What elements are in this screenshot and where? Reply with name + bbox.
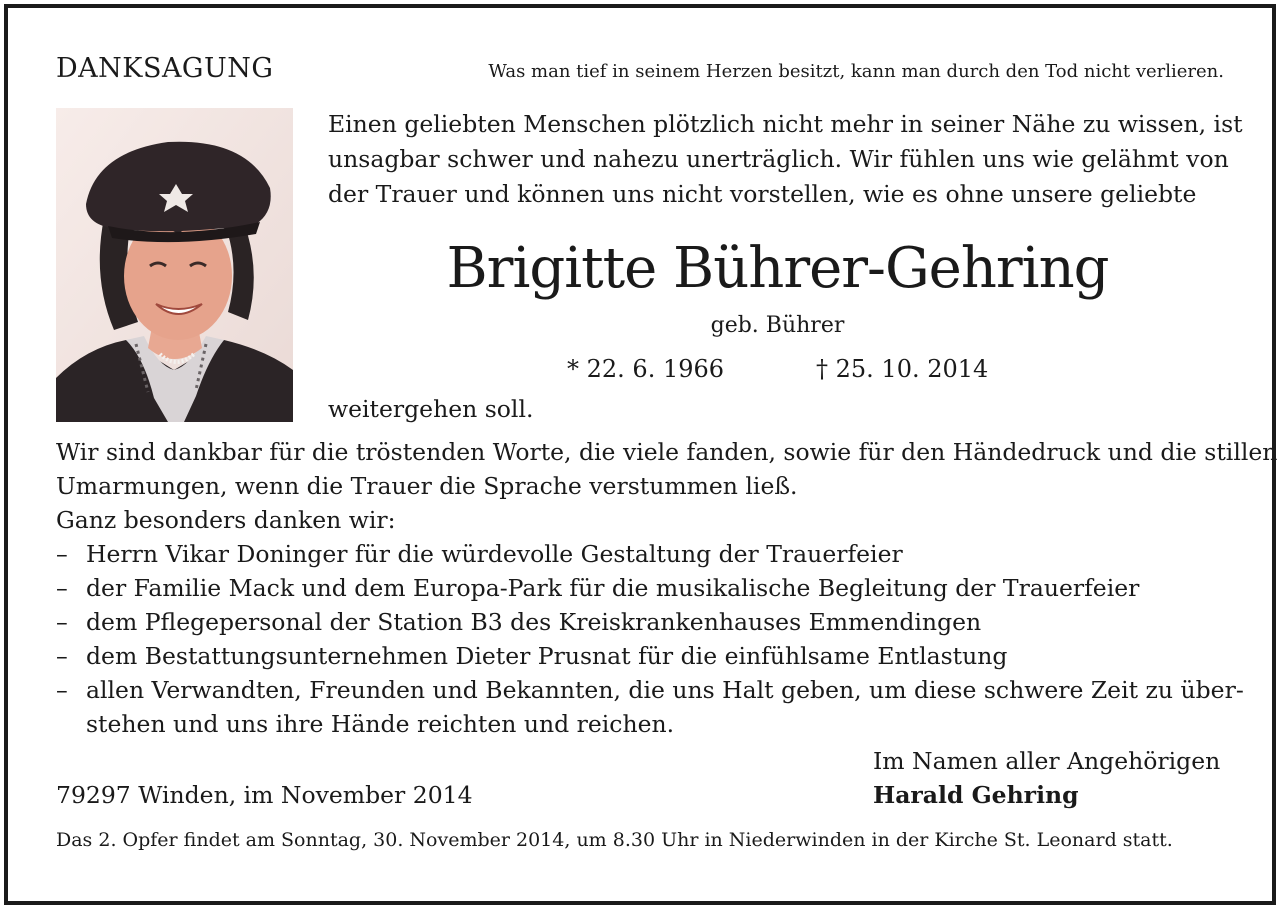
dash-bullet: –	[56, 540, 68, 568]
list-item-text: Herrn Vikar Doninger für die würdevolle Gestaltung der Trauerfeier	[86, 540, 903, 568]
service-notice: Das 2. Opfer findet am Sonntag, 30. November 2014, um 8.30 Uhr in Niederwinden in der Kirche St. Leonard statt.	[56, 829, 1173, 851]
intro-line: unsagbar schwer und nahezu unerträglich. Wir fühlen uns wie gelähmt von	[328, 145, 1229, 173]
intro-line: Einen geliebten Menschen plötzlich nicht mehr in seiner Nähe zu wissen, ist	[328, 110, 1243, 138]
gratitude-line: Ganz besonders danken wir:	[56, 506, 396, 534]
deceased-name: Brigitte Bührer-Gehring	[446, 236, 1109, 301]
motto-quote: Was man tief in seinem Herzen besitzt, kann man durch den Tod nicht verlieren.	[488, 61, 1224, 82]
signature-on-behalf: Im Namen aller Angehörigen	[873, 747, 1221, 775]
thanks-list	[56, 537, 1244, 741]
list-item	[56, 639, 1225, 673]
maiden-name: geb. Bührer	[710, 313, 845, 338]
signature-name: Harald Gehring	[873, 781, 1079, 809]
dash-bullet: –	[56, 676, 68, 704]
list-item-text: dem Bestattungsunternehmen Dieter Prusnat für die einfühlsame Entlastung	[86, 642, 1008, 670]
list-item-text: allen Verwandten, Freunden und Bekannten, die uns Halt geben, um diese schwere Zeit zu über-	[86, 676, 1244, 704]
intro-continuation: weitergehen soll.	[328, 395, 534, 423]
notice-heading: DANKSAGUNG	[56, 53, 274, 84]
place-date: 79297 Winden, im November 2014	[56, 781, 473, 809]
list-item-text: dem Pflegepersonal der Station B3 des Kreiskrankenhauses Emmendingen	[86, 608, 982, 636]
list-item	[56, 605, 1225, 639]
list-item	[56, 537, 1225, 571]
death-date: † 25. 10. 2014	[816, 355, 989, 383]
gratitude-line: Umarmungen, wenn die Trauer die Sprache verstummen ließ.	[56, 472, 798, 500]
gratitude-line: Wir sind dankbar für die tröstenden Worte, die viele fanden, sowie für den Händedruck und die stillen	[56, 438, 1278, 466]
intro-line: der Trauer und können uns nicht vorstellen, wie es ohne unsere geliebte	[328, 180, 1197, 208]
birth-date: * 22. 6. 1966	[567, 355, 725, 383]
dash-bullet: –	[56, 574, 68, 602]
dash-bullet: –	[56, 608, 68, 636]
intro-paragraph	[328, 107, 1243, 212]
dash-bullet: –	[56, 642, 68, 670]
list-item	[56, 571, 1225, 605]
list-item-text: stehen und uns ihre Hände reichten und reichen.	[86, 710, 675, 738]
gratitude-section	[56, 435, 1278, 741]
list-item	[56, 673, 1244, 741]
portrait-photo	[56, 108, 293, 422]
list-item-text: der Familie Mack und dem Europa-Park für die musikalische Begleitung der Trauerfeier	[86, 574, 1140, 602]
